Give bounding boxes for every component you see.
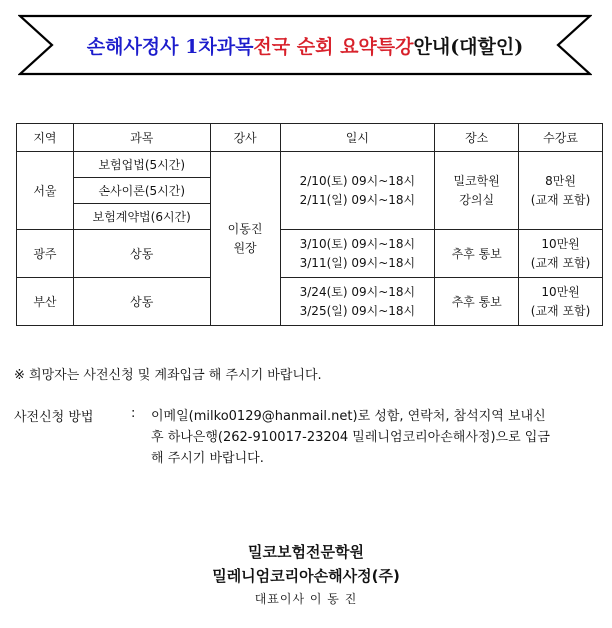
method-line: 후 하나은행(262-910017-23204 밀레니엄코리아손해사정)으로 입금 [151, 430, 550, 445]
fee-note: (교재 포함) [530, 303, 591, 318]
table-header-row [17, 124, 603, 152]
fee-amount: 10만원 [541, 236, 580, 251]
method-label: 사전신청 방법 [14, 410, 94, 425]
method-instructions [151, 406, 581, 469]
header-subject: 과목 [73, 124, 210, 152]
title-banner [18, 14, 592, 76]
fee-seoul [519, 152, 603, 230]
subject-insurance-business-law: 보험업법(5시간) [73, 152, 210, 178]
fee-note: (교재 포함) [530, 255, 591, 270]
header-place: 장소 [435, 124, 519, 152]
region-seoul: 서울 [17, 152, 74, 230]
instructor-cell [210, 152, 280, 326]
date-line: 2/11(일) 09시~18시 [299, 192, 416, 207]
datetime-seoul [280, 152, 435, 230]
place-busan: 추후 통보 [435, 278, 519, 326]
instructor-title: 원장 [233, 240, 257, 255]
subject-gwangju: 상동 [73, 230, 210, 278]
table-row-gwangju [17, 230, 603, 278]
method-line: 이메일(milko0129@hanmail.net)로 성함, 연락처, 참석지역 보내신 [151, 409, 546, 424]
banner-title-blue: 손해사정사 1차과목 [86, 35, 254, 58]
date-line: 3/11(일) 09시~18시 [299, 255, 416, 270]
fee-busan [519, 278, 603, 326]
notice-text: ※ 희망자는 사전신청 및 계좌입금 해 주시기 바랍니다. [14, 368, 322, 383]
table-row-busan [17, 278, 603, 326]
banner-title-black: 안내(대할인) [413, 35, 524, 58]
fee-amount: 8만원 [545, 173, 576, 188]
date-line: 3/10(토) 09시~18시 [299, 236, 416, 251]
schedule-table [16, 123, 603, 326]
fee-gwangju [519, 230, 603, 278]
method-colon: : [131, 406, 136, 421]
place-gwangju: 추후 통보 [435, 230, 519, 278]
subject-busan: 상동 [73, 278, 210, 326]
ceo-line: 대표이사 이 동 진 [254, 592, 358, 606]
instructor-name: 이동진 [227, 221, 263, 236]
fee-amount: 10만원 [541, 284, 580, 299]
datetime-busan [280, 278, 435, 326]
place-line: 강의실 [459, 192, 495, 207]
header-fee: 수강료 [519, 124, 603, 152]
date-line: 3/25(일) 09시~18시 [299, 303, 416, 318]
date-line: 2/10(토) 09시~18시 [299, 173, 416, 188]
date-line: 3/24(토) 09시~18시 [299, 284, 416, 299]
header-instructor: 강사 [210, 124, 280, 152]
datetime-gwangju [280, 230, 435, 278]
header-region: 지역 [17, 124, 74, 152]
table-row-seoul [17, 152, 603, 178]
place-seoul [435, 152, 519, 230]
region-gwangju: 광주 [17, 230, 74, 278]
company-name: 밀레니엄코리아손해사정(주) [212, 567, 400, 585]
fee-note: (교재 포함) [530, 192, 591, 207]
header-datetime: 일시 [280, 124, 435, 152]
method-line: 해 주시기 바랍니다. [151, 451, 264, 466]
region-busan: 부산 [17, 278, 74, 326]
footer-signature [0, 540, 612, 610]
subject-insurance-contract-law: 보험계약법(6시간) [73, 204, 210, 230]
place-line: 밀코학원 [453, 173, 500, 188]
academy-name: 밀코보험전문학원 [248, 543, 364, 561]
banner-title-red: 전국 순회 요약특강 [253, 35, 414, 58]
subject-loss-adjustment-theory: 손사이론(5시간) [73, 178, 210, 204]
banner-title [18, 14, 592, 76]
